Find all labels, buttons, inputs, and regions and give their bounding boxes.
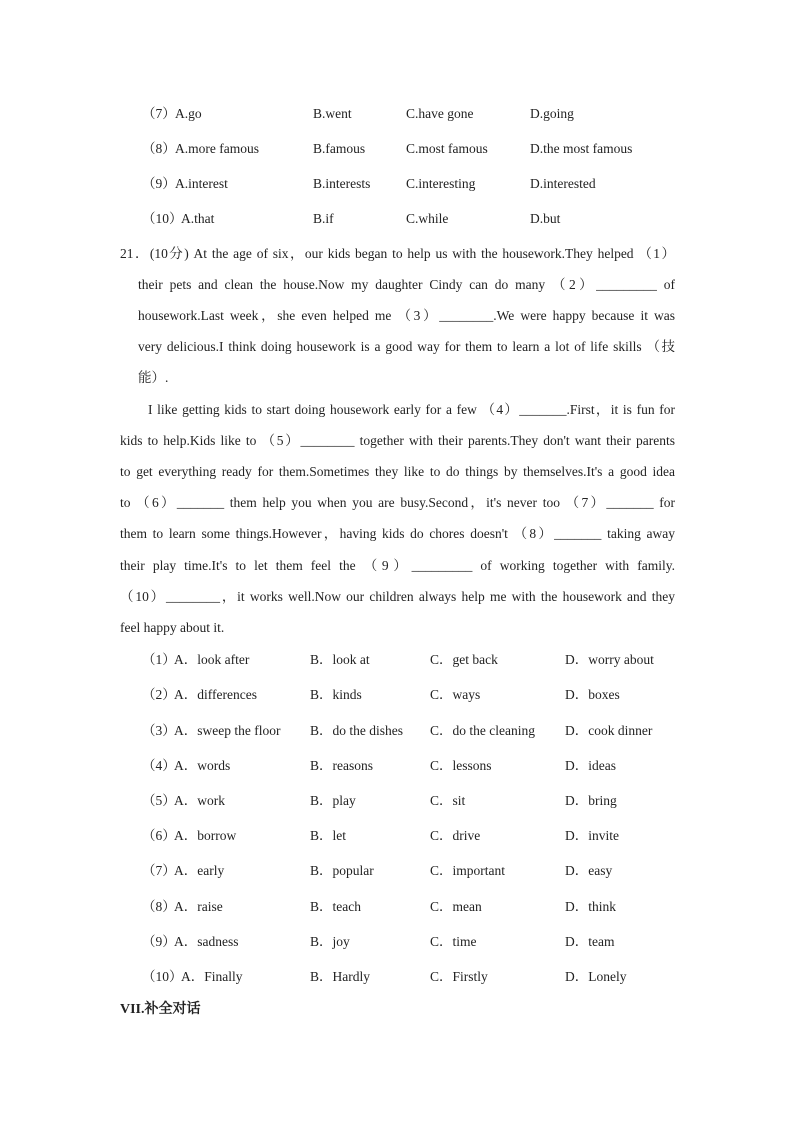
- passage-line: feel happy about it.: [120, 620, 225, 635]
- passage-line: kids to help.Kids like to （5）________ together with their parents.They don't want their parents: [120, 433, 675, 448]
- option-c: C.have gone: [406, 106, 474, 121]
- option-b: B.went: [313, 106, 352, 121]
- option-a: A．sweep the floor: [174, 723, 281, 738]
- prev-option-row: [0, 104, 794, 124]
- prev-option-row: [0, 174, 794, 194]
- q21-option-row: [0, 897, 794, 917]
- option-b: B．kinds: [310, 687, 362, 702]
- option-d: D.the most famous: [530, 141, 633, 156]
- q21-option-row: [0, 826, 794, 846]
- option-number: （7）: [142, 863, 176, 878]
- option-a: A．words: [174, 758, 231, 773]
- option-d: D．cook dinner: [565, 723, 653, 738]
- prev-option-row: [0, 139, 794, 159]
- option-a: A．differences: [174, 687, 257, 702]
- option-number: （9）: [142, 934, 176, 949]
- option-a: A．work: [174, 793, 225, 808]
- passage-line: to （6）_______ them help you when you are busy.Second，it's never too （7）_______ for: [120, 495, 675, 510]
- section-heading: VII.补全对话: [120, 1002, 201, 1017]
- option-d: D．think: [565, 899, 617, 914]
- option-d: D．bring: [565, 793, 617, 808]
- option-number: （3）: [142, 723, 176, 738]
- q21-option-row: [0, 791, 794, 811]
- option-b: B.interests: [313, 176, 371, 191]
- option-c: C．sit: [430, 793, 466, 808]
- option-d: D.interested: [530, 176, 596, 191]
- option-c: C．do the cleaning: [430, 723, 535, 738]
- option-number: （4）: [142, 758, 176, 773]
- option-a: A．raise: [174, 899, 223, 914]
- option-c: C．important: [430, 863, 505, 878]
- option-number: （1）: [142, 652, 176, 667]
- q21-option-row: [0, 721, 794, 741]
- option-d: D．invite: [565, 828, 619, 843]
- option-c: C．get back: [430, 652, 498, 667]
- option-a: A．early: [174, 863, 225, 878]
- option-b: B．joy: [310, 934, 350, 949]
- option-a: A.more famous: [175, 141, 259, 156]
- option-b: B．reasons: [310, 758, 373, 773]
- prev-option-row: [0, 209, 794, 229]
- passage-line: housework.Last week，she even helped me （3）________.We were happy because it was: [138, 308, 675, 323]
- q21-option-row: [0, 756, 794, 776]
- q21-option-row: [0, 861, 794, 881]
- option-a: A．look after: [174, 652, 250, 667]
- option-d: D．team: [565, 934, 615, 949]
- option-number: （7）: [142, 106, 176, 121]
- option-c: C.interesting: [406, 176, 476, 191]
- option-d: D．Lonely: [565, 969, 627, 984]
- option-b: B.famous: [313, 141, 366, 156]
- option-b: B.if: [313, 211, 334, 226]
- option-number: （10）: [142, 211, 183, 226]
- option-number: （2）: [142, 687, 176, 702]
- passage-line: their pets and clean the house.Now my daughter Cindy can do many （2）_________ of: [138, 277, 675, 292]
- option-number: （10）: [142, 969, 183, 984]
- option-b: B．teach: [310, 899, 361, 914]
- option-b: B．look at: [310, 652, 370, 667]
- q21-option-row: [0, 650, 794, 670]
- option-a: A.that: [181, 211, 215, 226]
- passage-line: 能）.: [138, 370, 169, 385]
- option-c: C．Firstly: [430, 969, 488, 984]
- passage-line: I like getting kids to start doing housework early for a few （4）_______.First，it is fun for: [148, 402, 675, 417]
- passage-line: their play time.It's to let them feel the （9）_________ of working together with family.: [120, 558, 675, 573]
- option-c: C．mean: [430, 899, 482, 914]
- option-d: D.but: [530, 211, 561, 226]
- option-a: A．borrow: [174, 828, 237, 843]
- option-number: （9）: [142, 176, 176, 191]
- option-b: B．do the dishes: [310, 723, 403, 738]
- option-d: D．ideas: [565, 758, 616, 773]
- option-b: B．let: [310, 828, 346, 843]
- passage-line: to get everything ready for them.Sometimes they like to do things by themselves.It's a good idea: [120, 464, 675, 479]
- passage-line: 21．(10分) At the age of six，our kids began to help us with the housework.They helped （1）: [120, 246, 675, 261]
- option-d: D．easy: [565, 863, 613, 878]
- q21-option-row: [0, 685, 794, 705]
- passage-line: （10）________，it works well.Now our children always help me with the housework and they: [120, 589, 675, 604]
- option-c: C．drive: [430, 828, 481, 843]
- option-b: B．play: [310, 793, 356, 808]
- option-a: A．Finally: [181, 969, 243, 984]
- option-number: （8）: [142, 899, 176, 914]
- option-d: D．worry about: [565, 652, 654, 667]
- option-a: A.go: [175, 106, 202, 121]
- option-b: B．Hardly: [310, 969, 370, 984]
- q21-option-row: [0, 932, 794, 952]
- option-d: D．boxes: [565, 687, 620, 702]
- passage-line: them to learn some things.However，having kids do chores doesn't （8）_______ taking away: [120, 526, 675, 541]
- option-number: （5）: [142, 793, 176, 808]
- option-c: C．lessons: [430, 758, 492, 773]
- option-a: A.interest: [175, 176, 228, 191]
- option-c: C．ways: [430, 687, 481, 702]
- q21-option-row: [0, 967, 794, 987]
- option-d: D.going: [530, 106, 574, 121]
- option-number: （8）: [142, 141, 176, 156]
- option-c: C．time: [430, 934, 477, 949]
- option-number: （6）: [142, 828, 176, 843]
- option-a: A．sadness: [174, 934, 239, 949]
- option-c: C.most famous: [406, 141, 488, 156]
- option-b: B．popular: [310, 863, 374, 878]
- passage-line: very delicious.I think doing housework is a good way for them to learn a lot of life skills （技: [138, 339, 675, 354]
- option-c: C.while: [406, 211, 449, 226]
